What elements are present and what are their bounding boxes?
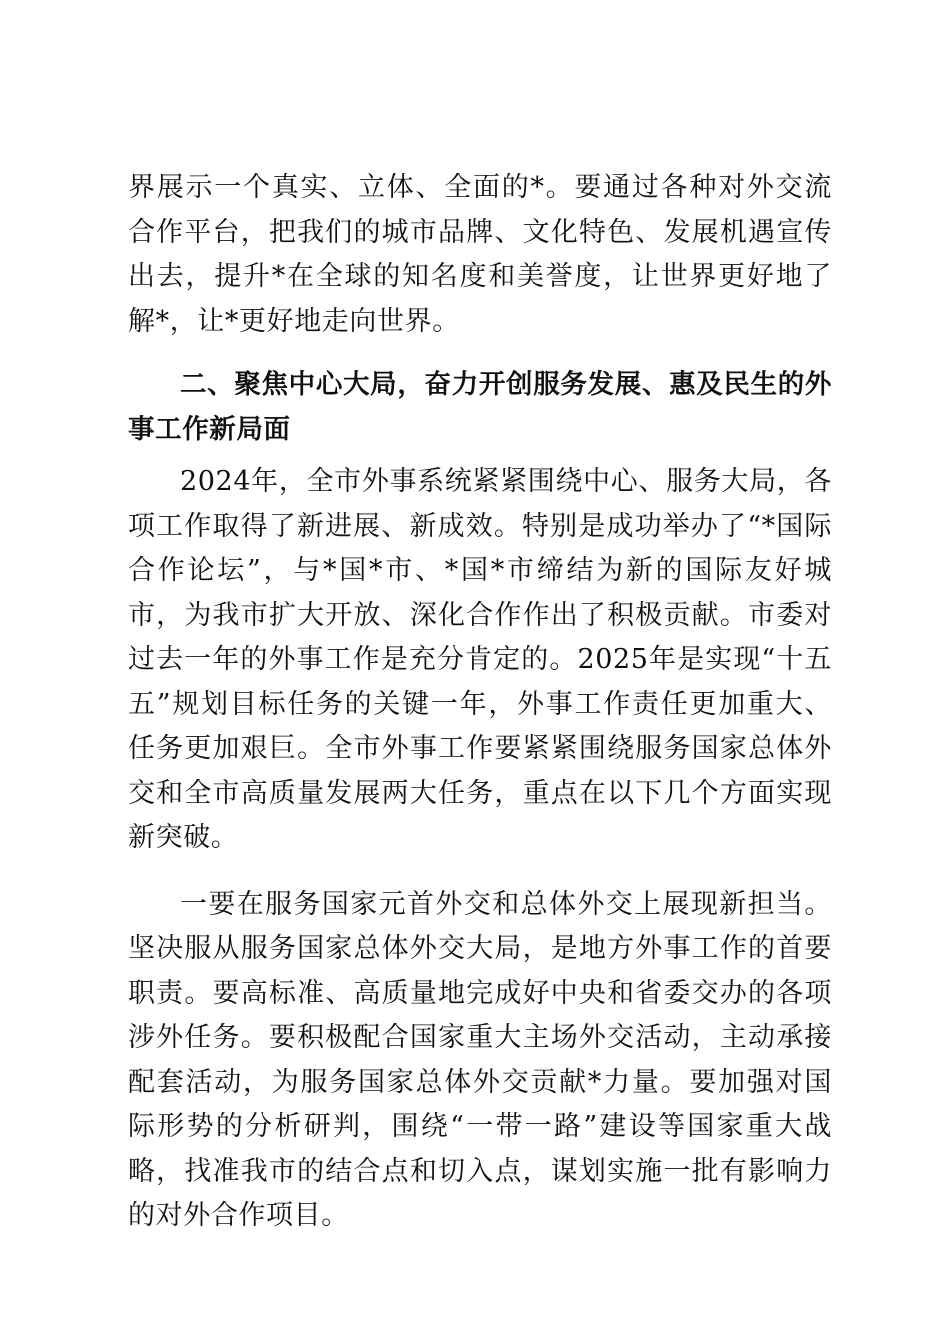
paragraph-review-2024: 2024年，全市外事系统紧紧围绕中心、服务大局，各项工作取得了新进展、新成效。特别是成功举办了“*国际合作论坛”，与*国*市、*国*市缔结为新的国际友好城市，为我市扩大开放、深化合作作出了积极贡献。市委对过去一年的外事工作是充分肯定的。2025年是实现“十五五”规划目标任务的关键一年，外事工作责任更加重大、任务更加艰巨。全市外事工作要紧紧围绕服务国家总体外交和全市高质量发展两大任务，重点在以下几个方面实现新突破。 [128, 466, 832, 853]
section-heading: 二、聚焦中心大局，奋力开创服务发展、惠及民生的外事工作新局面 [128, 369, 832, 445]
paragraph-task-one: 一要在服务国家元首外交和总体外交上展现新担当。坚决服从服务国家总体外交大局，是地方外事工作的首要职责。要高标准、高质量地完成好中央和省委交办的各项涉外任务。要积极配合国家重大主场外交活动，主动承接配套活动，为服务国家总体外交贡献*力量。要加强对国际形势的分析研判，围绕“一带一路”建设等国家重大战略，找准我市的结合点和切入点，谋划实施一批有影响力的对外合作项目。 [128, 888, 832, 1231]
document-page [128, 166, 832, 1239]
paragraph-continuation: 界展示一个真实、立体、全面的*。要通过各种对外交流合作平台，把我们的城市品牌、文化特色、发展机遇宣传出去，提升*在全球的知名度和美誉度，让世界更好地了解*，让*更好地走向世界。 [128, 172, 832, 337]
